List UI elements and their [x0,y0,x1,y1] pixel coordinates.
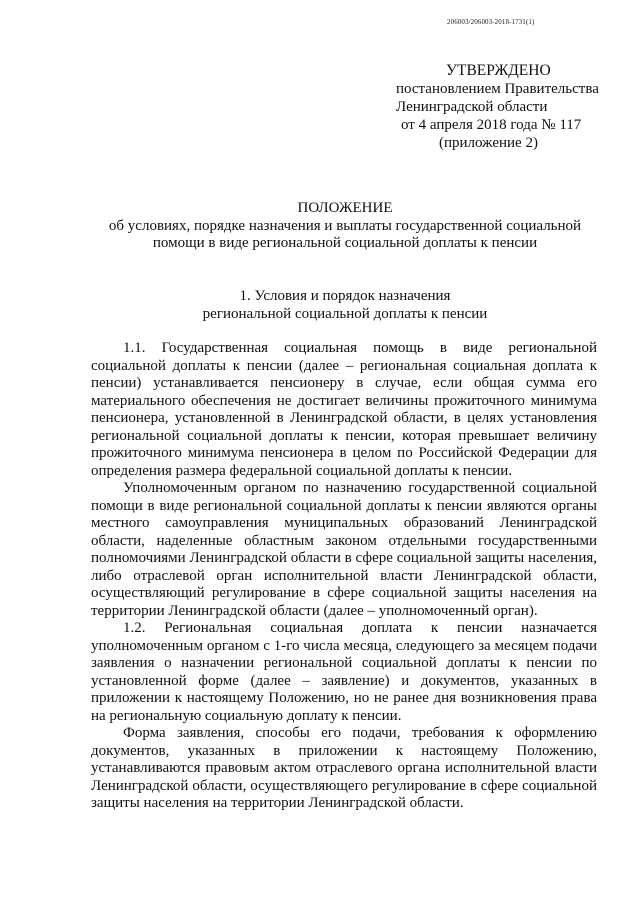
section-heading-line: региональной социальной доплаты к пенсии [202,305,488,322]
title-heading: ПОЛОЖЕНИЕ [297,200,393,216]
section-heading-line: 1. Условия и порядок назначения [239,288,451,304]
title-line: помощи в виде региональной социальной доплаты к пенсии [152,235,538,251]
approval-heading: УТВЕРЖДЕНО [446,62,551,79]
section-heading [90,288,600,323]
paragraph: Уполномоченным органом по назначению государственной социальной помощи в виде региональной социальной доплаты к пенсии являются органы местного самоуправления муниципальных образований Ленинградской области, наделенные областным законом отдельными государственными полномочиями Ленинградской области в сфере социальной защиты населения, либо отраслевой орган исполнительной власти Ленинградской области, осуществляющий регулирование в сфере социальной защиты населения на территории Ленинградской области (далее – уполномоченный орган). [91,480,597,619]
document-id: 206003/206003-2018-1731(1) [447,18,535,26]
document-title [90,200,600,253]
approval-line: Ленинградской области [396,99,548,115]
title-line: об условиях, порядке назначения и выплаты государственной социальной [108,217,582,234]
approval-appendix: (приложение 2) [439,135,538,151]
approval-line: постановлением Правительства [396,81,599,97]
document-body [91,340,597,813]
approval-stamp [396,62,606,152]
paragraph: 1.2. Региональная социальная доплата к пенсии назначается уполномоченным органом с 1-го числа месяца, следующего за месяцем подачи заявления о назначении региональной социальной доплаты к пенсии по установленной форме (далее – заявление) и документов, указанных в приложении к настоящему Положению, но не ранее дня возникновения права на региональную социальную доплату к пенсии. [91,620,597,724]
approval-date: от 4 апреля 2018 года № 117 [401,117,582,133]
paragraph: Форма заявления, способы его подачи, требования к оформлению документов, указанных в приложении к настоящему Положению, устанавливаются правовым актом отраслевого органа исполнительной власти Ленинградской области, осуществляющего регулирование в сфере социальной защиты населения на территории Ленинградской области. [91,725,597,811]
paragraph: 1.1. Государственная социальная помощь в виде региональной социальной доплаты к пенсии (далее – региональная социальная доплата к пенсии) устанавливается пенсионеру в случае, если общая сумма его материального обеспечения не достигает величины прожиточного минимума пенсионера, установленной в Ленинградской области, в целях установления региональной социальной доплаты к пенсии, которая превышает величину прожиточного минимума пенсионера в целом по Российской Федерации для определения размера федеральной социальной доплаты к пенсии. [91,340,597,479]
